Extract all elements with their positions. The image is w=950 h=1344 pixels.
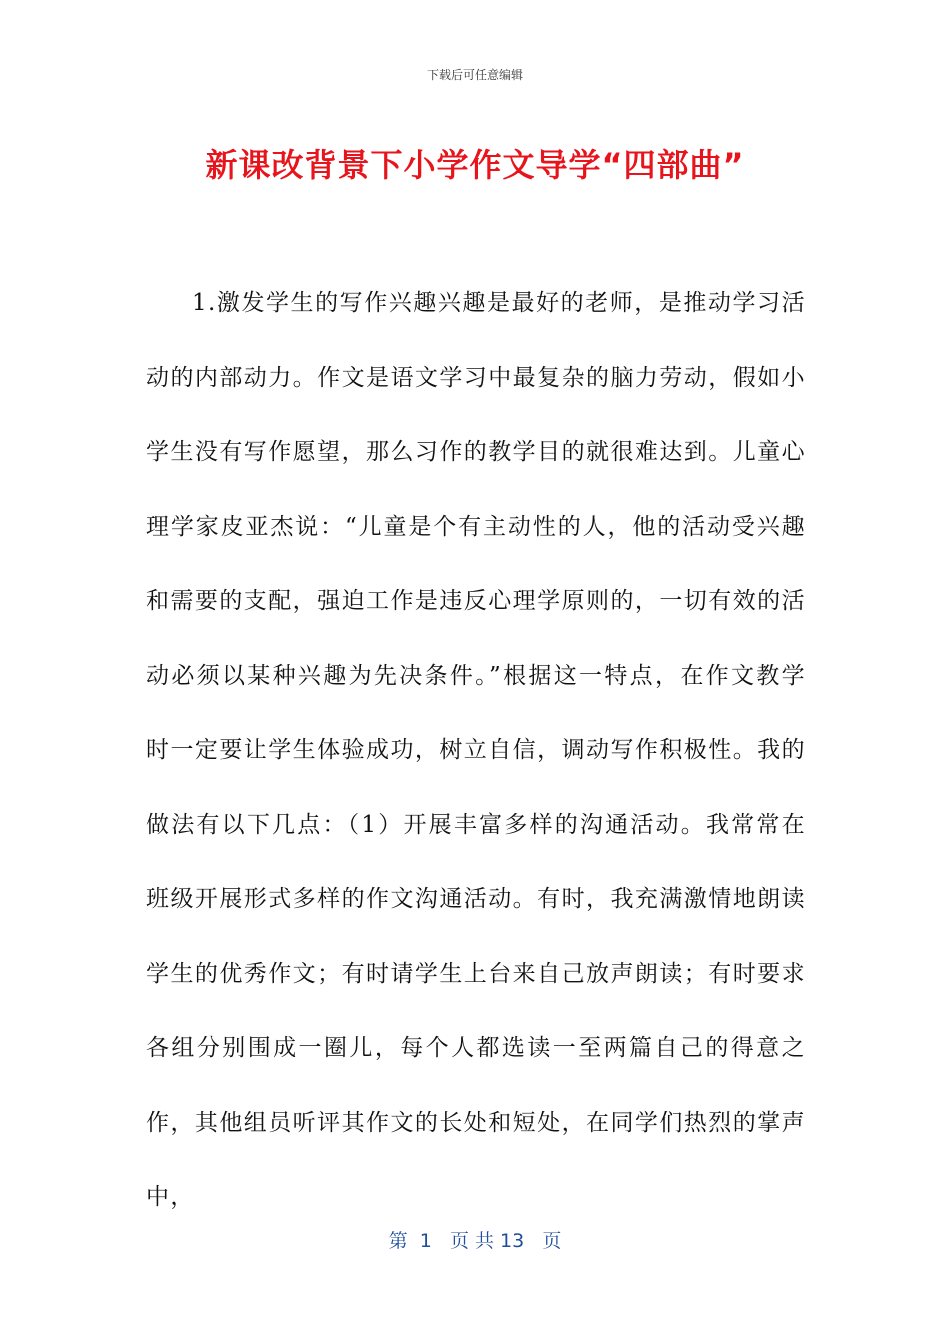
document-title: 新课改背景下小学作文导学“四部曲” [205,146,745,184]
page-number-footer: 第 1 页 共 13 页 [388,1230,562,1252]
header-note: 下载后可任意编辑 [426,68,523,82]
body-paragraph: 1.激发学生的写作兴趣兴趣是最好的老师，是推动学习活动的内部动力。作文是语文学习中最复杂的脑力劳动，假如小学生没有写作愿望，那么习作的教学目的就很难达到。儿童心理学家皮亚杰说：“儿童是个有主动性的人，他的活动受兴趣和需要的支配，强迫工作是违反心理学原则的，一切有效的活动必须以某种兴趣为先决条件。”根据这一特点，在作文教学时一定要让学生体验成功，树立自信，调动写作积极性。我的做法有以下几点：（1）开展丰富多样的沟通活动。我常常在班级开展形式多样的作文沟通活动。有时，我充满激情地朗读学生的优秀作文；有时请学生上台来自己放声朗读；有时要求各组分别围成一圈儿，每个人都选读一至两篇自己的得意之作，其他组员听评其作文的长处和短处，在同学们热烈的掌声中， [146,290,806,1210]
